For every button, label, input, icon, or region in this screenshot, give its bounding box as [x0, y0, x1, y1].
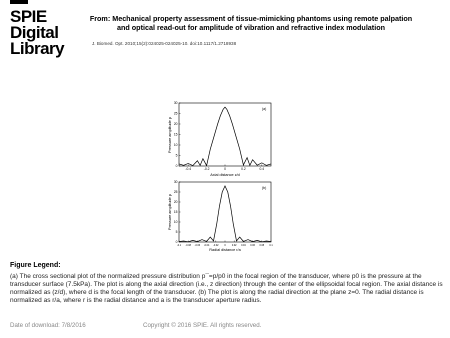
logo-line-3: Library: [10, 39, 65, 58]
panel-b-xtick-label: 0: [224, 244, 226, 247]
copyright-notice: Copyright © 2016 SPIE. All rights reserved.: [143, 322, 262, 329]
article-citation: J. Biomed. Opt. 2010;15(2):024025-024025-10. doi:10.1117/1.2718938: [92, 41, 237, 46]
panel-b: [168, 180, 273, 252]
logo-bar: [10, 0, 28, 4]
figure-legend-text: (a) The cross sectional plot of the normalized pressure distribution p¯=p/p0 in the focal region of the transducer, where p0 is the pressure at the transducer surface (7.5kPa). The plot is along the axial direction (i.e., z direction) through the center of the ellipsoidal focal region. The axial distance is normalized as (z/d), where d is the focal length of the transducer. (b) The plot is along the radial direction at the plane z=0. The radial distance is normalized as r/a, where r is the radial distance and a is the transducer aperture radius.: [10, 273, 443, 305]
panel-a-frame: [179, 103, 271, 166]
panel-a-xlabel: Axial distance z/d: [210, 173, 240, 177]
panel-b-xtick-label: -0.04: [203, 244, 210, 247]
panel-a-xtick-label: 0.4: [259, 167, 265, 171]
panel-b-xtick-label: -0.1: [176, 244, 182, 247]
panel-b-xtick-label: 0.02: [231, 244, 237, 247]
panel-b-xtick-label: 0.04: [241, 244, 246, 247]
panel-a-ytick-label: 15: [173, 132, 178, 137]
panel-b-frame: [179, 182, 271, 242]
panel-a-ytick-label: 5: [175, 153, 178, 158]
panel-b-ytick-label: 10: [173, 220, 178, 225]
panel-b-xtick-label: -0.02: [213, 244, 219, 247]
panel-a-ytick-label: 25: [173, 111, 178, 116]
panel-a-xtick-label: -0.4: [185, 167, 192, 171]
panel-b-ytick-label: 25: [173, 190, 178, 195]
panel-a-xtick-label: 0: [224, 167, 226, 171]
panel-a: [168, 101, 271, 177]
panel-a-xtick-label: 0.2: [241, 167, 246, 171]
logo-line-2: Digital: [10, 23, 59, 42]
panel-b-label: (b): [262, 186, 267, 190]
panel-a-ytick-label: 20: [173, 122, 178, 127]
panel-a-ytick-label: 30: [173, 101, 178, 106]
panel-b-xtick-label: 0.06: [250, 244, 255, 247]
panel-a-ylabel: Pressure amplitude p: [168, 117, 172, 153]
logo-line-1: SPIE: [10, 7, 47, 26]
panel-b-ytick-label: 15: [173, 210, 178, 215]
panel-a-xtick-label: -0.2: [203, 167, 210, 171]
download-date: Date of download: 7/8/2016: [10, 322, 86, 329]
panel-b-xtick-label: 0.08: [259, 244, 265, 247]
panel-b-xlabel: Radial distance r/a: [209, 248, 241, 252]
panel-a-label: (a): [262, 107, 267, 111]
figure-legend-title: Figure Legend:: [10, 262, 61, 269]
panel-b-ylabel: Pressure amplitude p: [168, 194, 172, 230]
article-title: From: Mechanical property assessment of tissue-mimicking phantoms using remote palpation and optical read-out for amplitude of vibration and refractive index modulation: [89, 14, 413, 32]
logo-text: [10, 9, 64, 57]
panel-b-xtick-label: 0.1: [269, 244, 273, 247]
panel-b-ytick-label: 30: [173, 180, 178, 185]
figure: [150, 98, 275, 253]
panel-b-ytick-label: 5: [175, 230, 178, 235]
panel-a-ytick-label: 10: [173, 143, 178, 148]
panel-b-xtick-label: -0.06: [194, 244, 201, 247]
panel-b-ytick-label: 0: [175, 240, 178, 245]
panel-b-ytick-label: 20: [173, 200, 178, 205]
panel-b-xtick-label: -0.08: [185, 244, 191, 247]
panel-a-ytick-label: 0: [175, 164, 178, 169]
panel-b-series-line: [179, 186, 271, 242]
panel-a-series-line: [179, 107, 271, 165]
